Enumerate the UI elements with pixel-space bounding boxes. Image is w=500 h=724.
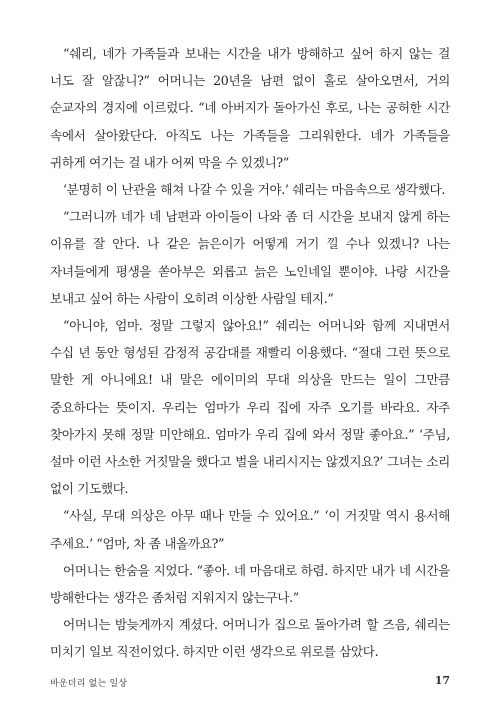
paragraph-4: “아니야, 엄마. 정말 그렇지 않아요!” 쉐리는 어머니와 함께 지내면서 수십 년 동안 형성된 감정적 공감대를 재빨리 이용했다. “절대 그런 뜻으로 말한 게 아니에요! 내 말은 에이미의 무대 의상을 만드는 일이 그만큼 중요하다는 뜻이지. 우리는 엄마가 우리 집에 자주 오기를 바라요. 자주 찾아가지 못해 정말 미안해요. 엄마가 우리 집에 와서 정말 좋아요.” ‘주님, 설마 이런 사소한 거짓말을 했다고 벌을 내리시지는 않겠지요?’ 그녀는 소리 없이 기도했다.: [50, 318, 450, 497]
paragraph-5: “사실, 무대 의상은 아무 때나 만들 수 있어요.” ‘이 거짓말 역시 용서해 주세요.’ “엄마, 차 좀 내올까요?”: [50, 508, 450, 551]
page-footer: [50, 676, 450, 692]
page-number: 17: [434, 674, 450, 687]
page-body: [50, 40, 450, 666]
paragraph-3: “그러니까 네가 네 남편과 아이들이 나와 좀 더 시간을 보내지 않게 하는 이유를 잘 안다. 나 같은 늙은이가 어떻게 거기 낄 수나 있겠니? 나는 자녀들에게 평생을 쏟아부은 외롭고 늙은 노인네일 뿐이야. 나랑 시간을 보내고 싶어 하는 사람이 오히려 이상한 사람일 테지.”: [50, 209, 450, 306]
paragraph-6: 어머니는 한숨을 지었다. “좋아. 네 마음대로 하렴. 하지만 내가 네 시간을 방해한다는 생각은 좀처럼 지워지지 않는구나.”: [50, 562, 450, 606]
paragraph-1: “쉐리, 네가 가족들과 보내는 시간을 내가 방해하고 싶어 하지 않는 걸 너도 잘 알잖니?” 어머니는 20년을 남편 없이 홀로 살아오면서, 거의 순교자의 경지에 이르렀다. “네 아버지가 돌아가신 후로, 나는 공허한 시간 속에서 살아왔단다. 아직도 나는 가족들을 그리워한다. 네가 가족들을 귀하게 여기는 걸 내가 어찌 막을 수 있겠니?”: [50, 46, 450, 170]
paragraph-2: ‘분명히 이 난관을 해쳐 나갈 수 있을 거야.’ 쉐리는 마음속으로 생각했다.: [63, 182, 445, 198]
paragraph-7: 어머니는 밤늦게까지 계셨다. 어머니가 집으로 돌아가려 할 즈음, 쉐리는 미치기 일보 직전이었다. 하지만 이런 생각으로 위로를 삼았다.: [50, 617, 450, 660]
running-footer-title: 바운더리 없는 일상: [50, 679, 128, 689]
